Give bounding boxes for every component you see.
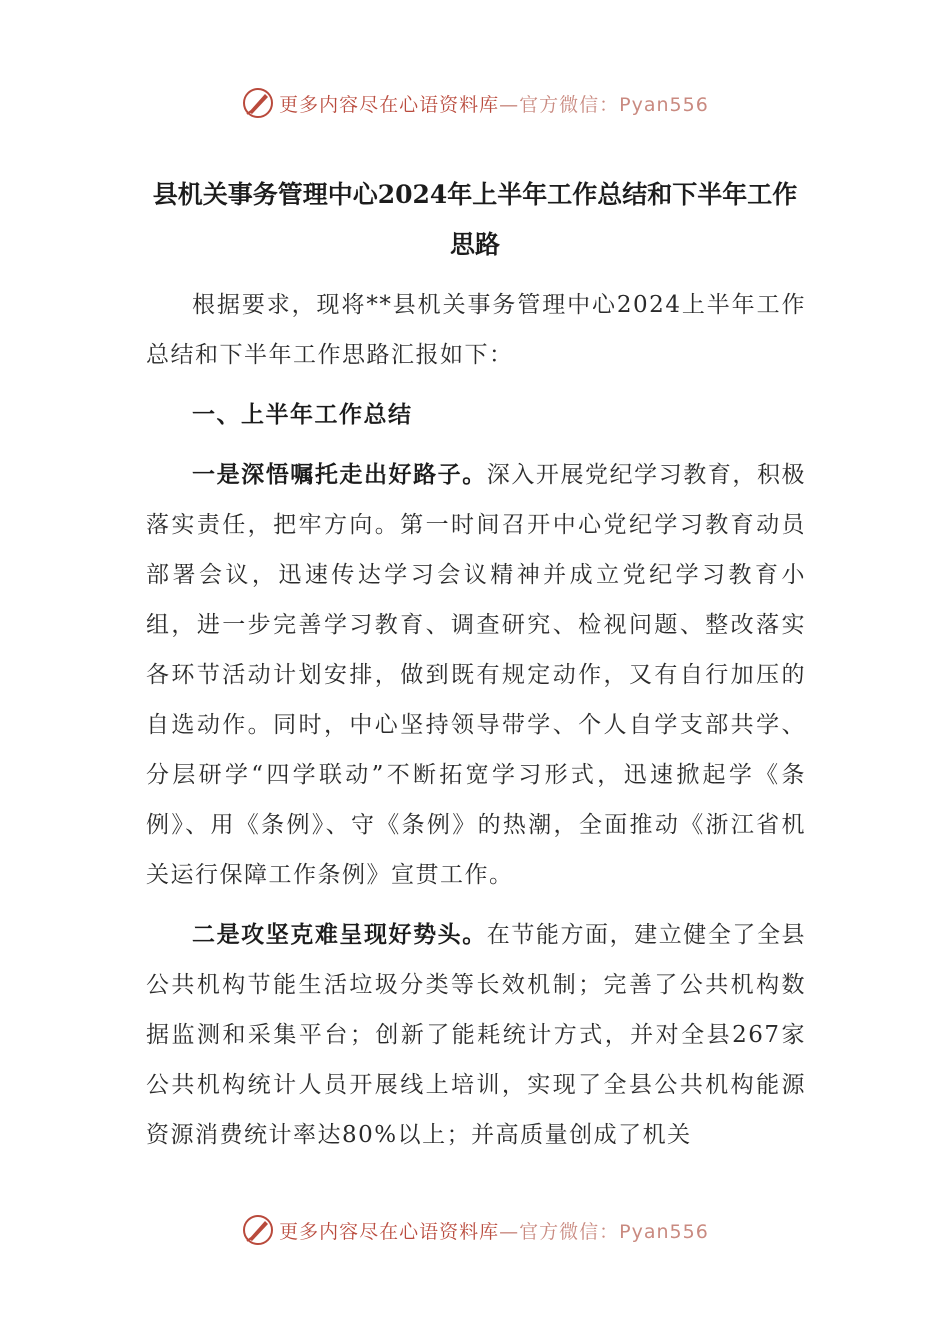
paragraph-2-body: 在节能方面，建立健全了全县公共机构节能生活垃圾分类等长效机制；完善了公共机构数据监测和采集平台；创新了能耗统计方式，并对全县267家公共机构统计人员开展线上培训，实现了全县公共机构能源资源消费统计率达80%以上；并高质量创成了机关 <box>146 922 806 1148</box>
paragraph-2 <box>146 910 806 1160</box>
paragraph-1-lead: 一是深悟嘱托走出好路子。 <box>192 461 487 488</box>
paragraph-1 <box>146 450 806 900</box>
document-title <box>140 170 810 270</box>
watermark-banner-top <box>0 83 950 123</box>
quill-pen-icon <box>241 86 275 120</box>
watermark-text <box>279 1217 709 1244</box>
watermark-banner-bottom <box>0 1210 950 1250</box>
watermark-brand: 更多内容尽在心语资料库 <box>279 93 500 116</box>
watermark-wechat: 官方微信：Pyan556 <box>519 1220 709 1243</box>
paragraph-1-body: 深入开展党纪学习教育，积极落实责任，把牢方向。第一时间召开中心党纪学习教育动员部署会议，迅速传达学习会议精神并成立党纪学习教育小组，进一步完善学习教育、调查研究、检视问题、整改落实各环节活动计划安排，做到既有规定动作，又有自行加压的自选动作。同时，中心坚持领导带学、个人自学支部共学、分层研学“四学联动”不断拓宽学习形式，迅速掀起学《条例》、用《条例》、守《条例》的热潮，全面推动《浙江省机关运行保障工作条例》宣贯工作。 <box>146 462 806 888</box>
watermark-brand: 更多内容尽在心语资料库 <box>279 1220 500 1243</box>
paragraph-2-lead: 二是攻坚克难呈现好势头。 <box>192 921 487 948</box>
watermark-separator: — <box>499 1220 520 1243</box>
document-body <box>146 280 806 1170</box>
title-line-2: 思路 <box>449 230 500 259</box>
quill-pen-icon <box>241 1213 275 1247</box>
watermark-text <box>279 90 709 117</box>
intro-paragraph: 根据要求，现将**县机关事务管理中心2024上半年工作总结和下半年工作思路汇报如下： <box>146 292 806 368</box>
watermark-wechat: 官方微信：Pyan556 <box>519 93 709 116</box>
watermark-separator: — <box>499 93 520 116</box>
section-heading: 一、上半年工作总结 <box>192 401 413 428</box>
title-line-1: 县机关事务管理中心2024年上半年工作总结和下半年工作 <box>152 180 798 209</box>
